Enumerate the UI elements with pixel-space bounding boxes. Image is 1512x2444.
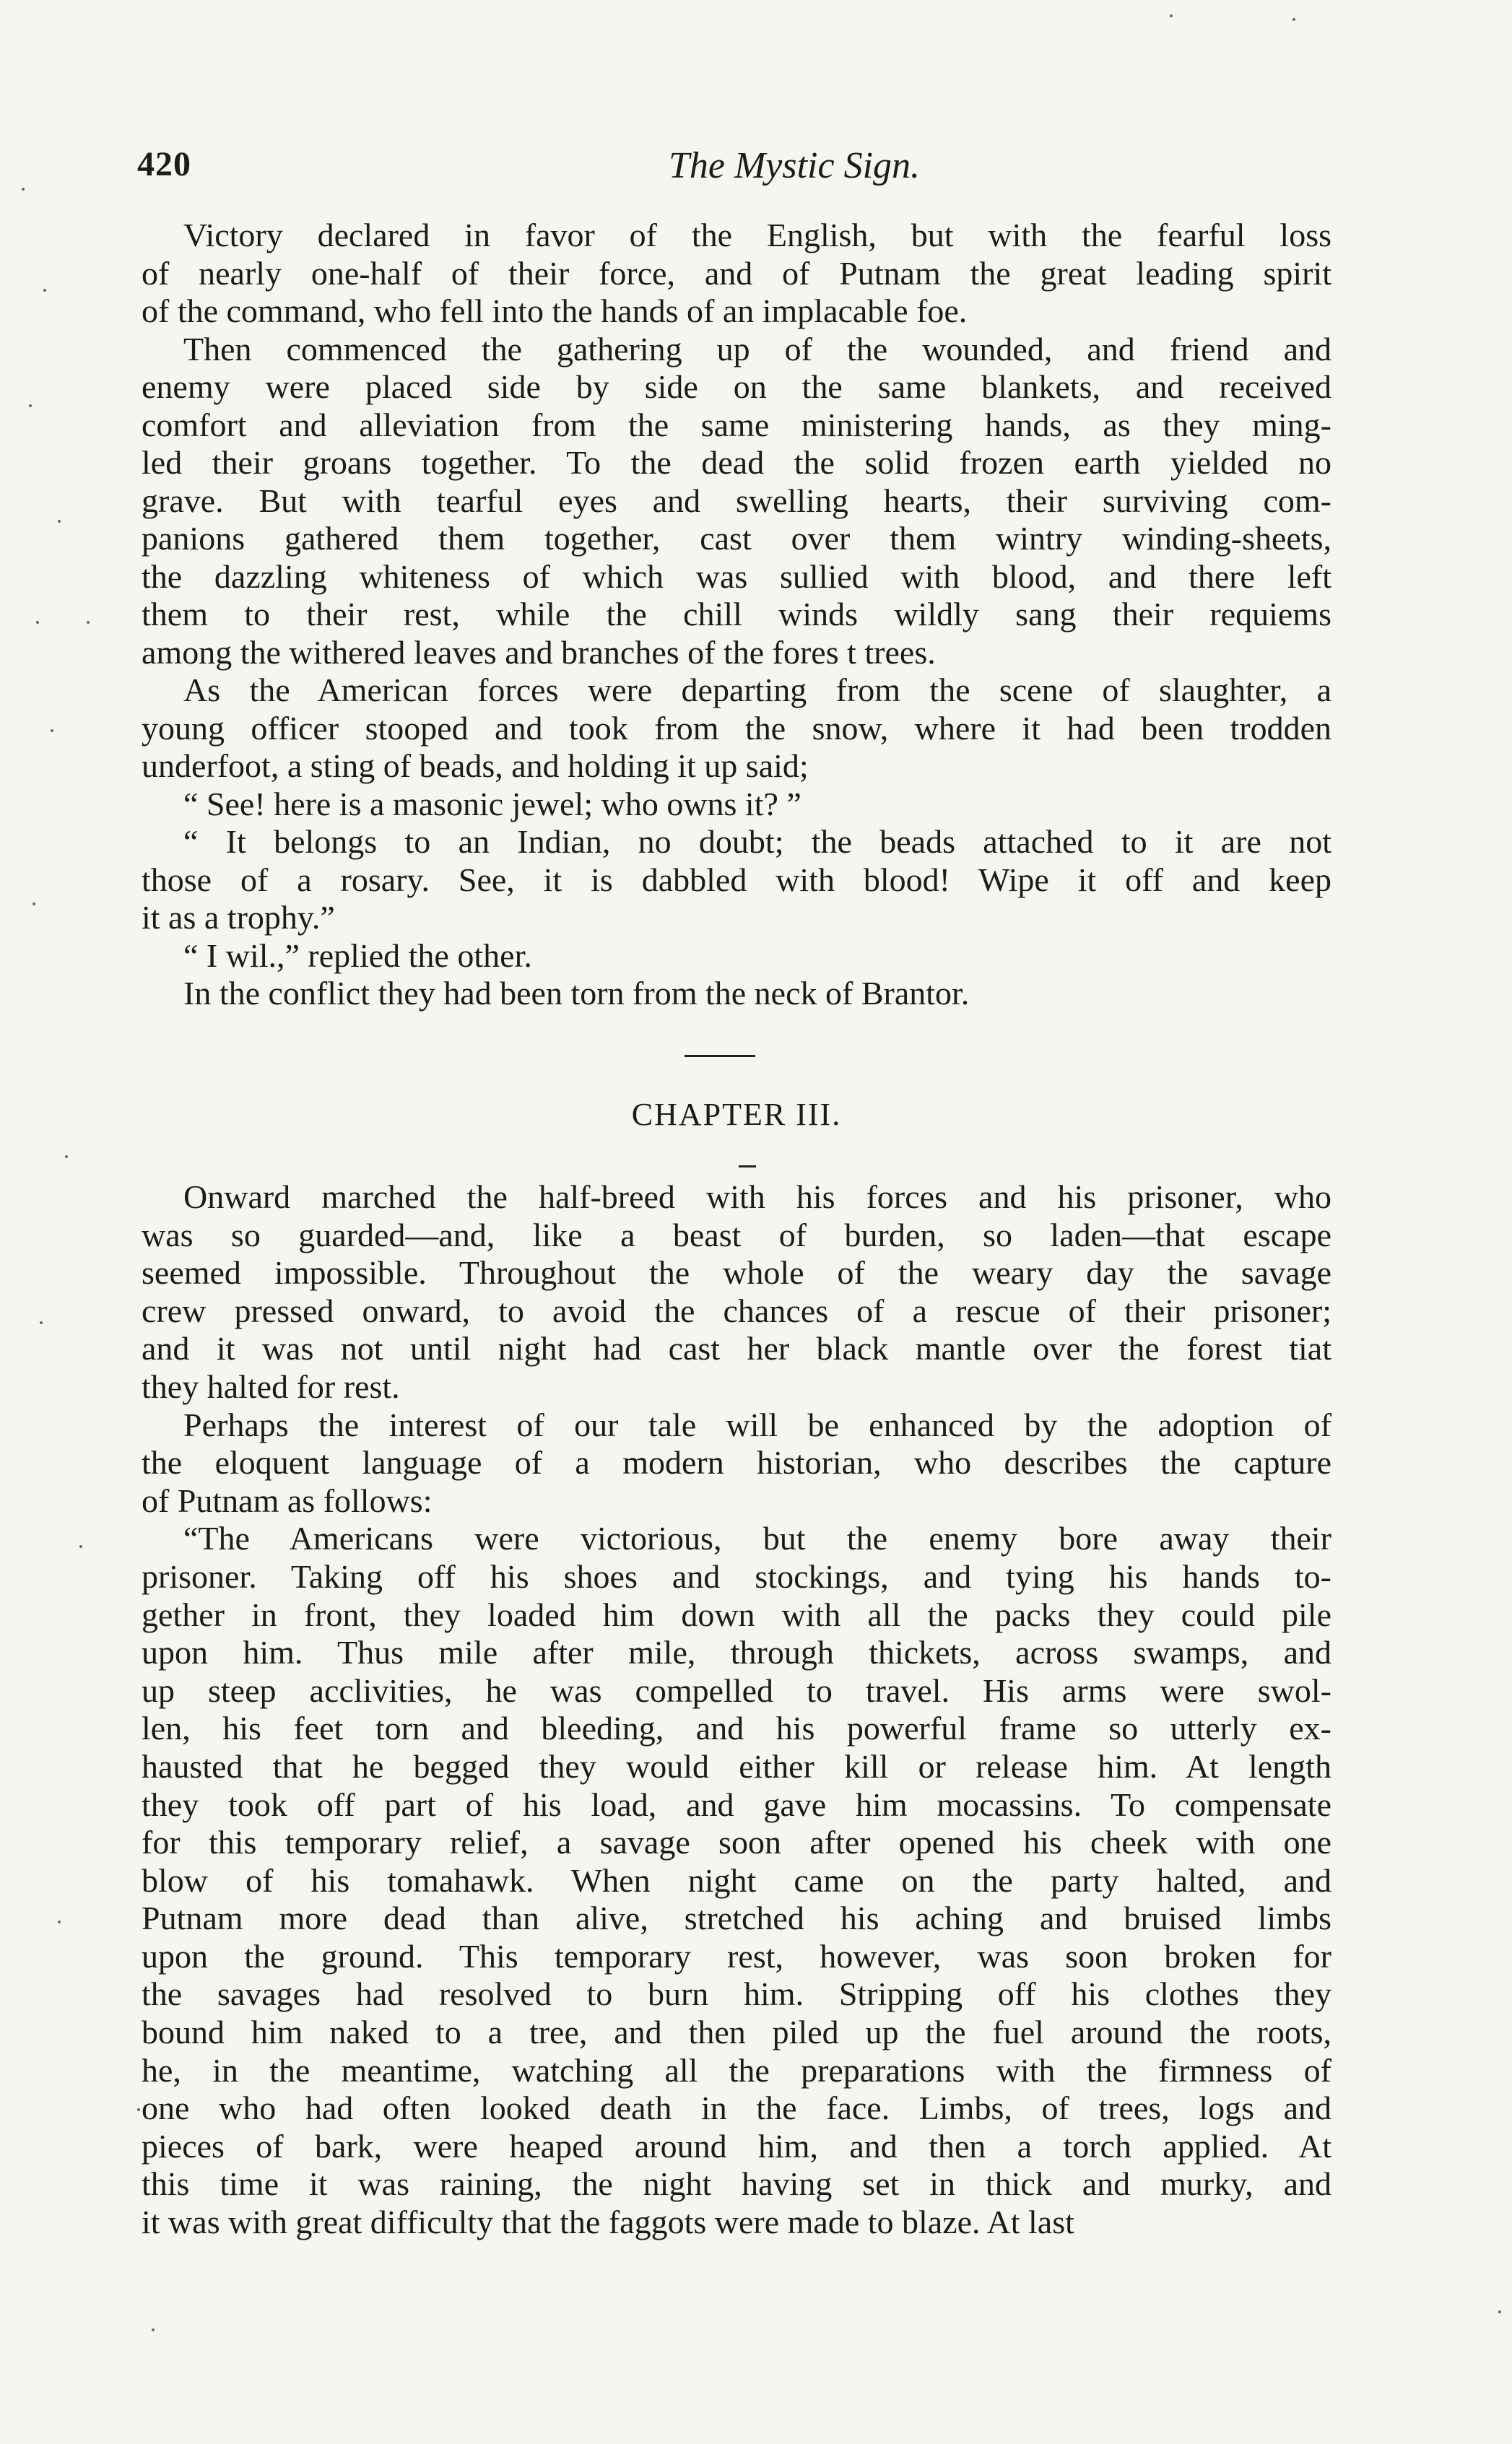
text-line: underfoot, a sting of beads, and holding it up said;: [142, 747, 809, 784]
section-divider: [685, 1055, 755, 1057]
page-number: 420: [137, 145, 191, 183]
text-line: for this temporary relief, a savage soon after opened his cheek with one: [142, 1824, 1331, 1861]
text-line: upon the ground. This temporary rest, however, was soon broken for: [142, 1937, 1331, 1975]
text-line: Putnam more dead than alive, stretched his aching and bruised limbs: [142, 1900, 1331, 1937]
text-line: seemed impossible. Throughout the whole of the weary day the savage: [142, 1254, 1331, 1292]
section-one-text: [142, 217, 1331, 1013]
text-line: As the American forces were departing from the scene of slaughter, a: [183, 671, 1331, 708]
running-title: The Mystic Sign.: [668, 145, 921, 186]
text-line: it as a trophy.”: [142, 899, 335, 936]
text-line: was so guarded—and, like a beast of burden, so laden—that escape: [142, 1216, 1331, 1253]
text-line: pieces of bark, were heaped around him, and then a torch applied. At: [142, 2127, 1331, 2165]
text-line: and it was not until night had cast her black mantle over the forest tiat: [142, 1330, 1331, 1367]
chapter-dash: [739, 1165, 756, 1167]
text-line: the dazzling whiteness of which was sullied with blood, and there left: [142, 557, 1331, 595]
text-line: of the command, who fell into the hands of an implacable foe.: [142, 292, 968, 329]
text-line: prisoner. Taking off his shoes and stockings, and tying his hands to-: [142, 1557, 1331, 1595]
text-line: it was with great difficulty that the faggots were made to blaze. At last: [142, 2204, 1074, 2241]
paragraph: [142, 1178, 1331, 1406]
text-line: “ See! here is a masonic jewel; who owns it? ”: [183, 785, 801, 822]
text-line: grave. But with tearful eyes and swelling hearts, their surviving com-: [142, 482, 1331, 519]
scan-speck: [152, 2328, 155, 2331]
scan-speck: [40, 1321, 43, 1324]
scan-speck: [87, 621, 90, 624]
paragraph: [142, 331, 1331, 672]
text-line: them to their rest, while the chill winds wildly sang their requiems: [142, 596, 1331, 632]
text-line: of Putnam as follows:: [142, 1482, 433, 1519]
scan-speck: [1292, 18, 1295, 21]
text-line: up steep acclivities, he was compelled to travel. His arms were swol-: [142, 1671, 1331, 1709]
paragraph: [142, 786, 1331, 824]
text-line: they halted for rest.: [142, 1367, 400, 1405]
scan-speck: [79, 1545, 82, 1548]
scan-speck: [137, 2108, 140, 2111]
scan-speck: [43, 289, 46, 292]
paragraph: [142, 1520, 1331, 2241]
text-line: crew pressed onward, to avoid the chances of a rescue of their prisoner;: [142, 1292, 1331, 1329]
text-line: “ It belongs to an Indian, no doubt; the beads attached to it are not: [183, 823, 1331, 860]
text-line: among the withered leaves and branches of the fores t trees.: [142, 633, 936, 671]
text-line: Then commenced the gathering up of the wounded, and friend and: [183, 330, 1331, 368]
text-line: of nearly one-half of their force, and of Putnam the great leading spirit: [142, 254, 1331, 292]
text-line: led their groans together. To the dead the solid frozen earth yielded no: [142, 444, 1331, 481]
scan-speck: [1170, 14, 1173, 17]
section-two-text: [142, 1178, 1331, 2242]
text-line: this time it was raining, the night having set in thick and murky, and: [142, 2165, 1331, 2203]
chapter-heading: CHAPTER III.: [631, 1097, 842, 1132]
paragraph: [142, 671, 1331, 786]
paragraph: [142, 823, 1331, 937]
text-line: Perhaps the interest of our tale will be enhanced by the adoption of: [183, 1406, 1331, 1443]
text-line: panions gathered them together, cast over them wintry winding-sheets,: [142, 520, 1331, 557]
scan-speck: [58, 1921, 61, 1923]
scan-speck: [22, 188, 25, 191]
scan-speck: [65, 1155, 68, 1158]
text-line: Victory declared in favor of the English, but with the fearful loss: [183, 217, 1331, 253]
text-line: In the conflict they had been torn from the neck of Brantor.: [183, 975, 970, 1012]
running-head: [137, 144, 1329, 202]
text-line: bound him naked to a tree, and then piled up the fuel around the roots,: [142, 2014, 1331, 2051]
scan-speck: [58, 520, 61, 523]
scan-speck: [36, 621, 39, 624]
text-line: gether in front, they loaded him down with all the packs they could pile: [142, 1596, 1331, 1633]
text-line: “ I wil.,” replied the other.: [183, 936, 532, 974]
paragraph: [142, 937, 1331, 975]
text-line: comfort and alleviation from the same ministering hands, as they ming-: [142, 406, 1331, 443]
text-line: he, in the meantime, watching all the preparations with the firmness of: [142, 2051, 1331, 2089]
text-line: the savages had resolved to burn him. Stripping off his clothes they: [142, 1975, 1331, 2013]
text-line: they took off part of his load, and gave him mocassins. To compensate: [142, 1786, 1331, 1823]
scan-speck: [51, 729, 53, 732]
scan-speck: [1498, 2310, 1501, 2313]
text-line: those of a rosary. See, it is dabbled with blood! Wipe it off and keep: [142, 861, 1331, 898]
text-line: young officer stooped and took from the snow, where it had been trodden: [142, 709, 1331, 747]
text-line: hausted that he begged they would either kill or release him. At length: [142, 1747, 1331, 1785]
text-line: blow of his tomahawk. When night came on the party halted, and: [142, 1861, 1331, 1899]
text-line: the eloquent language of a modern historian, who describes the capture: [142, 1444, 1331, 1482]
text-line: len, his feet torn and bleeding, and his powerful frame so utterly ex-: [142, 1710, 1331, 1747]
text-line: upon him. Thus mile after mile, through thickets, across swamps, and: [142, 1634, 1331, 1671]
paragraph: [142, 975, 1331, 1013]
text-line: one who had often looked death in the face. Limbs, of trees, logs and: [142, 2089, 1331, 2127]
text-line: “The Americans were victorious, but the enemy bore away their: [183, 1520, 1331, 1557]
text-line: Onward marched the half-breed with his forces and his prisoner, who: [183, 1178, 1331, 1215]
scan-speck: [29, 404, 32, 407]
paragraph: [142, 217, 1331, 331]
scan-speck: [32, 903, 35, 905]
text-line: enemy were placed side by side on the same blankets, and received: [142, 368, 1331, 405]
paragraph: [142, 1406, 1331, 1521]
